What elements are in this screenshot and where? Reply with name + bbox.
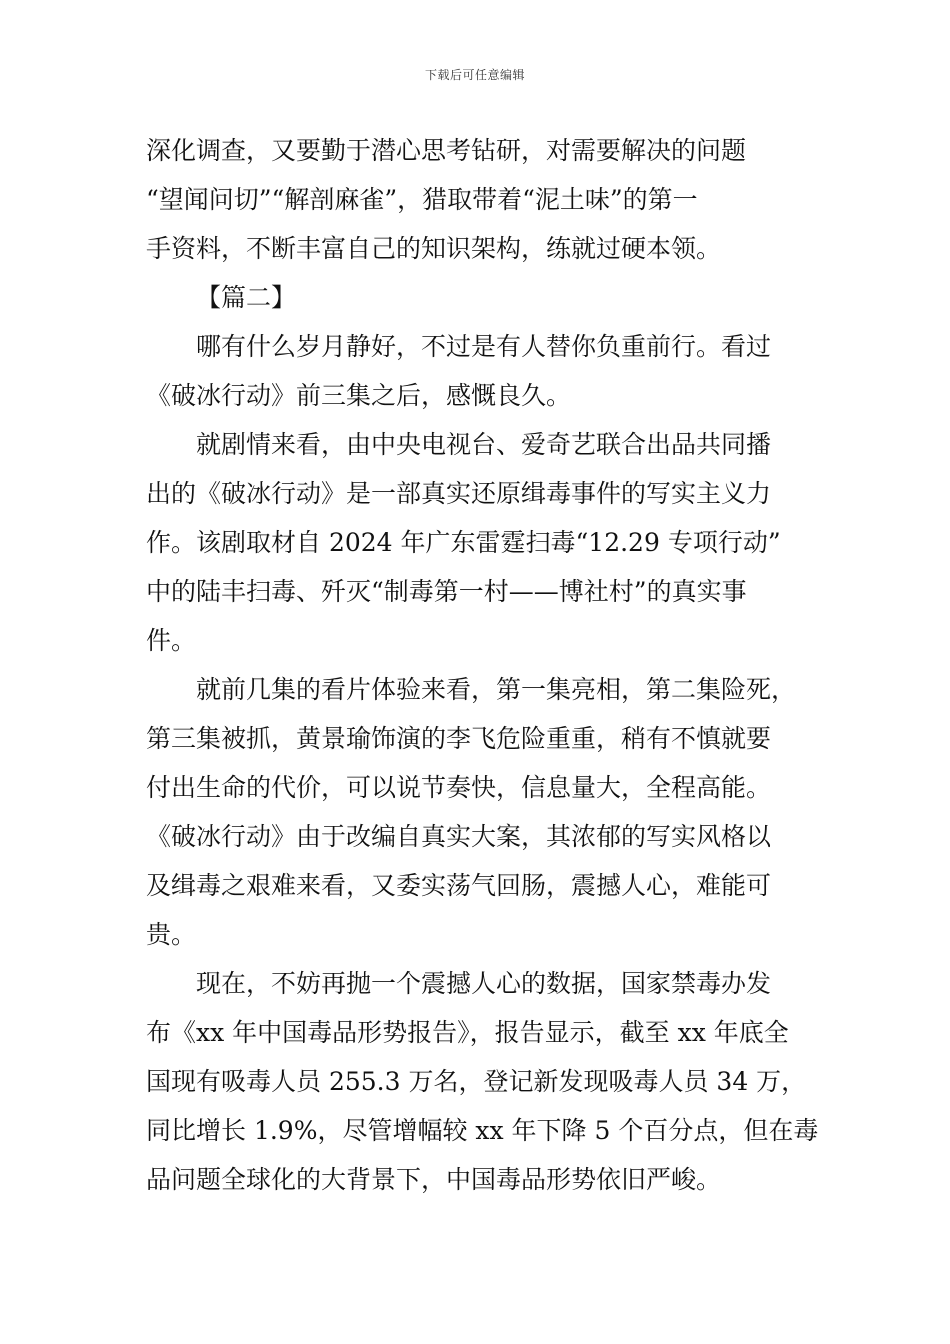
section-title: 【篇二】 — [196, 283, 297, 312]
text-line: 第三集被抓，黄景瑜饰演的李飞危险重重，稍有不慎就要 — [146, 724, 772, 753]
text-line: 深化调查，又要勤于潜心思考钻研，对需要解决的问题 — [146, 136, 747, 165]
page-header-note: 下载后可任意编辑 — [424, 68, 525, 82]
text-line: 布《xx 年中国毒品形势报告》，报告显示，截至 xx 年底全 — [146, 1018, 789, 1047]
paragraph — [146, 665, 826, 959]
text-line: 付出生命的代价，可以说节奏快，信息量大，全程高能。 — [146, 773, 772, 802]
paragraph — [146, 322, 826, 420]
document-body — [146, 126, 826, 1204]
text-line: 出的《破冰行动》是一部真实还原缉毒事件的写实主义力 — [146, 479, 772, 508]
paragraph — [146, 126, 826, 273]
section-heading — [146, 273, 826, 322]
text-line: 作。该剧取材自 2024 年广东雷霆扫毒“12.29 专项行动” — [146, 528, 781, 557]
text-line: 件。 — [146, 626, 197, 655]
text-line: 就剧情来看，由中央电视台、爱奇艺联合出品共同播 — [196, 430, 772, 459]
text-line: “望闻问切”“解剖麻雀”，猎取带着“泥土味”的第一 — [146, 185, 698, 214]
text-line: 现在，不妨再抛一个震撼人心的数据，国家禁毒办发 — [196, 969, 772, 998]
text-line: 贵。 — [146, 920, 197, 949]
text-line: 国现有吸毒人员 255.3 万名，登记新发现吸毒人员 34 万， — [146, 1067, 807, 1096]
text-line: 《破冰行动》前三集之后，感慨良久。 — [146, 381, 572, 410]
text-line: 就前几集的看片体验来看，第一集亮相，第二集险死， — [196, 675, 797, 704]
text-line: 同比增长 1.9%，尽管增幅较 xx 年下降 5 个百分点，但在毒 — [146, 1116, 819, 1145]
text-line: 哪有什么岁月静好，不过是有人替你负重前行。看过 — [196, 332, 772, 361]
text-line: 及缉毒之艰难来看，又委实荡气回肠，震撼人心，难能可 — [146, 871, 772, 900]
paragraph — [146, 959, 826, 1204]
text-line: 《破冰行动》由于改编自真实大案，其浓郁的写实风格以 — [146, 822, 772, 851]
text-line: 中的陆丰扫毒、歼灭“制毒第一村——博社村”的真实事 — [146, 577, 747, 606]
text-line: 品问题全球化的大背景下，中国毒品形势依旧严峻。 — [146, 1165, 722, 1194]
paragraph — [146, 420, 826, 665]
text-line: 手资料，不断丰富自己的知识架构，练就过硬本领。 — [146, 234, 722, 263]
